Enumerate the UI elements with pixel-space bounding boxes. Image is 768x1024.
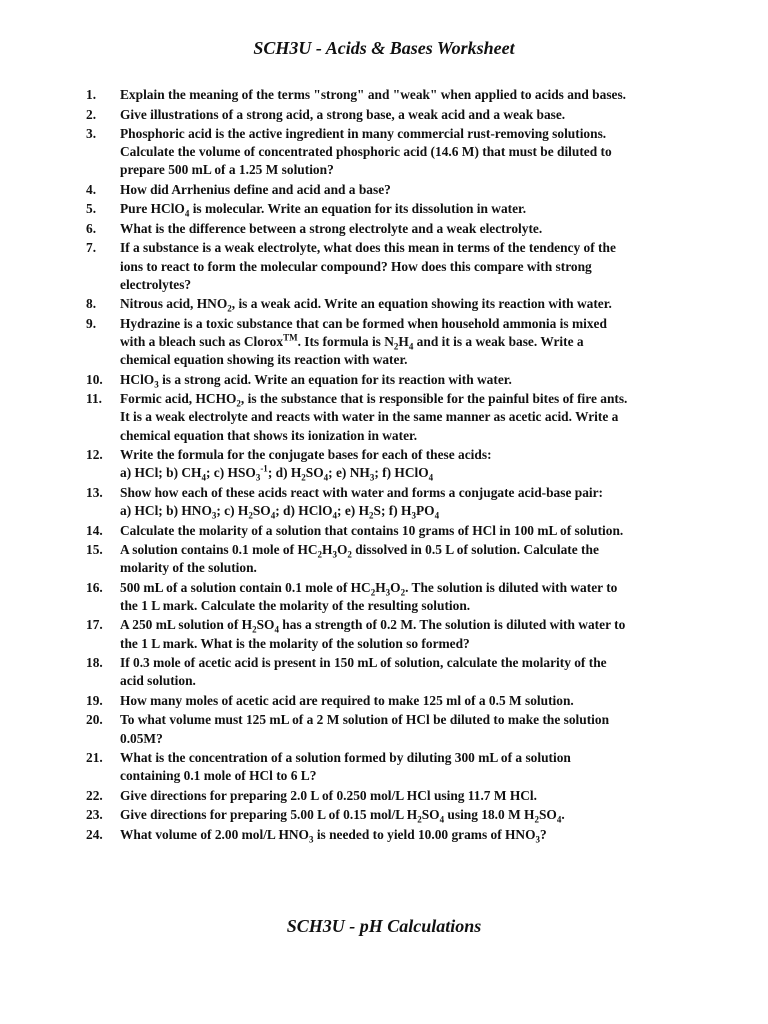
- question-text: [120, 692, 706, 710]
- question-line: A 250 mL solution of $H_2SO_4$ has a strength of 0.2 M. The solution is diluted with water to: [120, 617, 626, 636]
- question-line: Give directions for preparing 5.00 L of 0.15 mol/L $H_2SO_4$ using 18.0 M $H_2SO_4$.: [120, 807, 565, 825]
- question-text: [120, 749, 706, 785]
- question-line: If 0.3 mole of acetic acid is present in 150 mL of solution, calculate the molarity of the: [120, 655, 607, 671]
- question-line: Write the formula for the conjugate bases for each of these acids:: [120, 447, 492, 463]
- question-item: [86, 787, 706, 805]
- question-line: Show how each of these acids react with water and forms a conjugate acid-base pair:: [120, 484, 604, 500]
- question-line: the 1 L mark. Calculate the molarity of the resulting solution.: [120, 597, 471, 613]
- section-title-ph-calculations: SCH3U - pH Calculations: [286, 916, 482, 936]
- question-line: Calculate the molarity of a solution that contains 10 grams of HCl in 100 mL of solution.: [120, 522, 624, 538]
- question-item: [86, 749, 706, 785]
- question-item: [86, 579, 706, 615]
- question-line: chemical equation that shows its ionization in water.: [120, 427, 418, 443]
- question-text: [120, 711, 706, 747]
- question-line: To what volume must 125 mL of a 2 M solution of HCl be diluted to make the solution: [120, 712, 610, 728]
- question-number: 22.: [86, 787, 103, 803]
- question-item: [86, 200, 706, 218]
- question-line: Hydrazine is a toxic substance that can be formed when household ammonia is mixed: [120, 315, 607, 331]
- question-item: [86, 692, 706, 710]
- question-number: 8.: [86, 296, 97, 312]
- question-number: 5.: [86, 201, 97, 217]
- question-line: How did Arrhenius define and acid and a base?: [120, 181, 391, 197]
- question-text: [120, 826, 706, 844]
- question-text: [120, 181, 706, 199]
- question-number: 24.: [86, 826, 103, 842]
- question-number: 16.: [86, 579, 103, 595]
- question-number: 14.: [86, 522, 103, 538]
- question-item: [86, 315, 706, 370]
- question-number: 18.: [86, 655, 103, 671]
- question-line: Formic acid, $HCHO_2$, is the substance that is responsible for the painful bites of fire ants.: [120, 391, 628, 409]
- question-text: [120, 484, 706, 520]
- question-line: acid solution.: [120, 673, 196, 689]
- question-item: [86, 371, 706, 389]
- question-line: A solution contains 0.1 mole of $HC_2H_3O_2$ dissolved in 0.5 L of solution. Calculate the: [120, 542, 599, 560]
- question-item: [86, 295, 706, 313]
- question-line: with a bleach such as Clorox™. Its formula is $N_2H_4$ and it is a weak base. Write a: [120, 332, 584, 352]
- question-line: Pure HClO$_4$ is molecular. Write an equation for its dissolution in water.: [120, 201, 527, 220]
- question-text: [120, 390, 706, 445]
- question-line: electrolytes?: [120, 276, 192, 292]
- question-number: 21.: [86, 750, 103, 766]
- question-line: a) HCl; b) $HNO_3$; c) $H_2SO_4$; d) HClO$_4$; e) $H_2S$; f) $H_3PO_4$: [120, 503, 440, 521]
- question-item: [86, 541, 706, 577]
- question-text: [120, 220, 706, 238]
- question-line: Phosphoric acid is the active ingredient in many commercial rust-removing solutions.: [120, 126, 607, 141]
- question-text: [120, 315, 706, 370]
- question-text: [120, 125, 706, 180]
- question-text: [120, 106, 706, 124]
- question-number: 15.: [86, 542, 103, 558]
- question-line: Calculate the volume of concentrated phosphoric acid (14.6 M) that must be diluted to: [120, 144, 612, 160]
- question-line: Give directions for preparing 2.0 L of 0.250 mol/L HCl using 11.7 M HCl.: [120, 787, 537, 803]
- question-line: prepare 500 mL of a 1.25 M solution?: [120, 162, 334, 178]
- question-text: [120, 371, 706, 389]
- question-text: [120, 200, 706, 218]
- question-line: the 1 L mark. What is the molarity of the solution so formed?: [120, 635, 470, 651]
- question-item: [86, 826, 706, 844]
- question-item: [86, 239, 706, 294]
- question-item: [86, 522, 706, 540]
- question-item: [86, 181, 706, 199]
- question-line: containing 0.1 mole of HCl to 6 L?: [120, 768, 317, 784]
- question-item: [86, 616, 706, 652]
- question-number: 2.: [86, 106, 97, 122]
- question-number: 1.: [86, 87, 97, 102]
- question-number: 3.: [86, 126, 97, 141]
- question-number: 13.: [86, 484, 103, 500]
- question-item: [86, 86, 706, 104]
- question-item: [86, 806, 706, 824]
- question-item: [86, 390, 706, 445]
- question-item: [86, 711, 706, 747]
- question-item: [86, 484, 706, 520]
- question-number: 10.: [86, 371, 103, 387]
- question-number: 9.: [86, 315, 97, 331]
- question-number: 19.: [86, 692, 103, 708]
- question-text: [120, 654, 706, 690]
- question-line: molarity of the solution.: [120, 560, 257, 576]
- question-number: 11.: [86, 391, 102, 407]
- question-text: [120, 616, 706, 652]
- question-line: Explain the meaning of the terms "strong" and "weak" when applied to acids and bases.: [120, 87, 627, 102]
- question-text: [120, 579, 706, 615]
- question-line: What is the concentration of a solution formed by diluting 300 mL of a solution: [120, 750, 571, 766]
- question-item: [86, 106, 706, 124]
- question-number: 17.: [86, 617, 103, 633]
- question-line: ions to react to form the molecular compound? How does this compare with strong: [120, 258, 592, 274]
- question-number: 4.: [86, 181, 97, 197]
- question-number: 6.: [86, 220, 97, 236]
- question-item: [86, 654, 706, 690]
- question-number: 20.: [86, 712, 103, 728]
- question-number: 23.: [86, 807, 103, 823]
- question-text: [120, 446, 706, 482]
- question-list: [86, 86, 706, 845]
- question-line: It is a weak electrolyte and reacts with water in the same manner as acetic acid. Write a: [120, 409, 619, 425]
- worksheet-title: SCH3U - Acids & Bases Worksheet: [253, 38, 515, 58]
- question-text: [120, 522, 706, 540]
- question-text: [120, 295, 706, 313]
- question-number: 7.: [86, 240, 97, 256]
- question-line: chemical equation showing its reaction with water.: [120, 352, 408, 368]
- question-text: [120, 541, 706, 577]
- question-item: [86, 125, 706, 180]
- question-text: [120, 86, 706, 104]
- question-line: What is the difference between a strong electrolyte and a weak electrolyte.: [120, 220, 543, 236]
- question-text: [120, 787, 706, 805]
- question-line: HClO$_3$ is a strong acid. Write an equation for its reaction with water.: [120, 371, 512, 390]
- question-line: Give illustrations of a strong acid, a strong base, a weak acid and a weak base.: [120, 106, 566, 122]
- question-line: 500 mL of a solution contain 0.1 mole of $HC_2H_3O_2$. The solution is diluted with water to: [120, 579, 618, 598]
- question-text: [120, 806, 706, 824]
- question-line: a) HCl; b) $CH_4$; c) $HSO_3^{-1}$; d) $H_2SO_4$; e) $NH_3$; f) HClO$_4$: [120, 463, 434, 483]
- question-text: [120, 239, 706, 294]
- question-number: 12.: [86, 447, 103, 463]
- question-line: How many moles of acetic acid are required to make 125 ml of a 0.5 M solution.: [120, 692, 574, 708]
- question-line: 0.05M?: [120, 730, 163, 746]
- question-line: What volume of 2.00 mol/L $HNO_3$ is needed to yield 10.00 grams of $HNO_3$?: [120, 826, 547, 845]
- question-line: Nitrous acid, $HNO_2$, is a weak acid. Write an equation showing its reaction with water.: [120, 296, 612, 314]
- question-item: [86, 220, 706, 238]
- question-line: If a substance is a weak electrolyte, what does this mean in terms of the tendency of the: [120, 240, 616, 256]
- question-item: [86, 446, 706, 482]
